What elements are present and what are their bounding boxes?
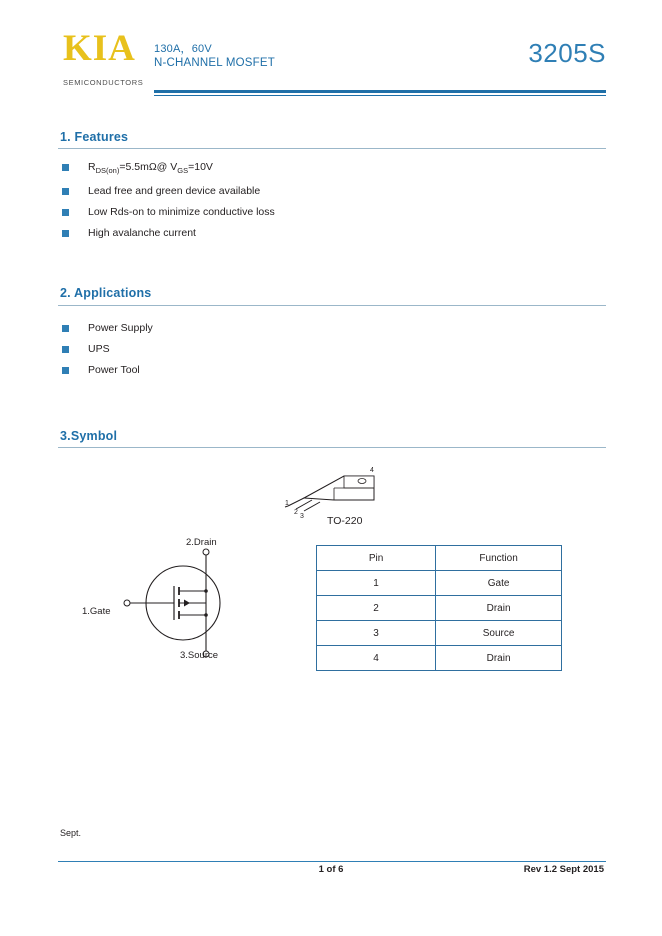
table-header-row (317, 546, 562, 571)
list-item (62, 202, 275, 223)
svg-text:3: 3 (300, 513, 304, 520)
feature-rdson-pre: R (88, 161, 96, 173)
footer-rule (58, 861, 606, 862)
section-rule-applications (58, 305, 606, 306)
part-number: 3205S (528, 38, 606, 68)
bullet-square-icon (62, 346, 69, 353)
cell-function: Source (436, 621, 562, 646)
cell-function: Gate (436, 571, 562, 596)
column-header-pin: Pin (317, 546, 436, 571)
section-rule-symbol (58, 447, 606, 448)
table-row (317, 596, 562, 621)
feature-rdson-post: =10V (188, 161, 213, 173)
section-title-features: 1. Features (60, 130, 129, 144)
feature-rdson-sub2: GS (177, 166, 189, 176)
list-item (62, 157, 275, 181)
feature-text: High avalanche current (88, 227, 196, 240)
bullet-square-icon (62, 325, 69, 332)
feature-text: Low Rds-on to minimize conductive loss (88, 206, 275, 219)
svg-text:4: 4 (370, 467, 374, 474)
list-item (62, 223, 275, 244)
section-rule-features (58, 148, 606, 149)
bullet-square-icon (62, 209, 69, 216)
spec-type: N-CHANNEL MOSFET (154, 57, 275, 69)
bullet-square-icon (62, 367, 69, 374)
footer-page-number: 1 of 6 (318, 864, 344, 875)
cell-pin: 3 (317, 621, 436, 646)
cell-pin: 1 (317, 571, 436, 596)
kia-logo: KIA (63, 28, 136, 69)
symbol-gate-label: 1.Gate (82, 606, 111, 617)
feature-text: Lead free and green device available (88, 185, 261, 198)
footer-revision: Rev 1.2 Sept 2015 (523, 864, 604, 875)
symbol-drain-label: 2.Drain (186, 537, 217, 548)
table-row (317, 621, 562, 646)
bullet-square-icon (62, 230, 69, 237)
feature-rdson-mid: =5.5mΩ@ V (119, 161, 178, 173)
list-item (62, 181, 275, 202)
mosfet-symbol-drawing (78, 533, 278, 673)
list-item (62, 318, 153, 339)
page-header (58, 28, 606, 100)
feature-rdson-sub1: DS(on) (95, 166, 120, 176)
table-row (317, 646, 562, 671)
cell-function: Drain (436, 646, 562, 671)
logo-subtitle: SEMICONDUCTORS (63, 78, 144, 87)
cell-pin: 4 (317, 646, 436, 671)
package-label: TO-220 (327, 515, 363, 527)
svg-text:1: 1 (285, 500, 289, 507)
column-header-function: Function (436, 546, 562, 571)
cell-function: Drain (436, 596, 562, 621)
header-rule-thick (154, 90, 606, 93)
list-item (62, 339, 153, 360)
pin-function-table (316, 545, 562, 671)
applications-list (62, 318, 153, 381)
cell-pin: 2 (317, 596, 436, 621)
features-list (62, 157, 275, 244)
spec-rating: 130A，60V (154, 43, 212, 55)
symbol-source-label: 3.Source (180, 650, 219, 661)
section-title-applications: 2. Applications (60, 286, 152, 300)
application-text: Power Tool (88, 364, 140, 376)
list-item (62, 360, 153, 381)
application-text: UPS (88, 343, 110, 355)
bullet-square-icon (62, 164, 69, 171)
svg-text:2: 2 (294, 509, 298, 516)
application-text: Power Supply (88, 322, 153, 334)
footer-month: Sept. (60, 828, 82, 838)
section-title-symbol: 3.Symbol (60, 429, 118, 443)
bullet-square-icon (62, 188, 69, 195)
header-rule-thin (154, 95, 606, 96)
table-row (317, 571, 562, 596)
